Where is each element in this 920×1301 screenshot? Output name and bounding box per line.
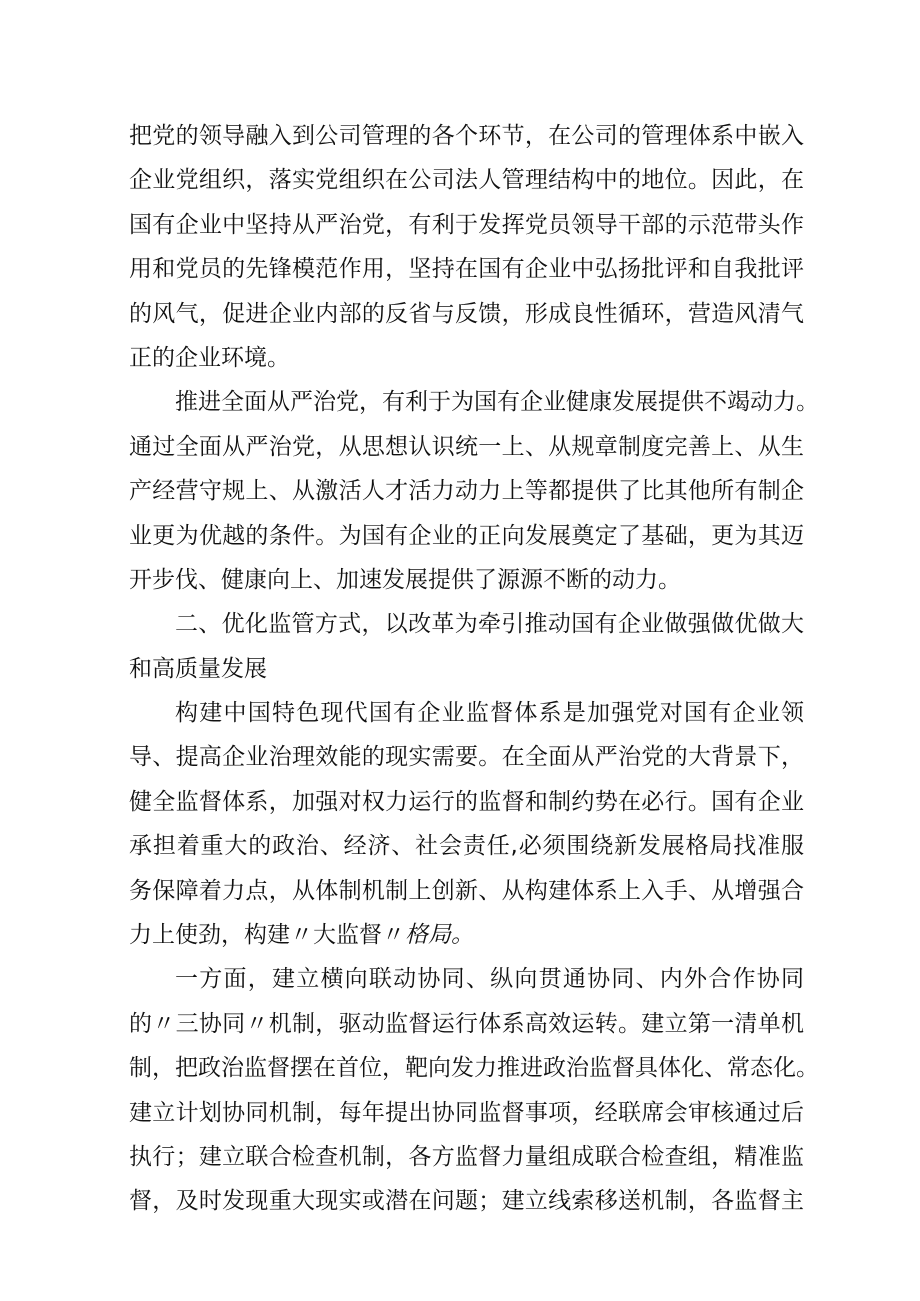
section-heading: [129, 602, 804, 691]
paragraph: [129, 957, 819, 1223]
text-line: 开步伐、健康向上、加速发展提供了源源不断的动力。: [129, 566, 681, 593]
paragraph: [129, 691, 804, 957]
text-line: 通过全面从严治党，从思想认识统一上、从规章制度完善上、从生: [129, 433, 804, 460]
text-line: 的〃三协同〃机制，驱动监督运行体系高效运转。建立第一清单机: [129, 1010, 804, 1037]
document-body: [129, 114, 819, 1224]
text-line: 的风气，促进企业内部的反省与反馈，形成良性循环，营造风清气: [129, 300, 804, 327]
text-line: 承担着重大的政治、经济、社会责任,必须围绕新发展格局找准服: [129, 833, 804, 860]
paragraph: [129, 114, 804, 380]
text-line: 建立计划协同机制，每年提出协同监督事项，经联席会审核通过后: [129, 1099, 804, 1126]
text-line: 把党的领导融入到公司管理的各个环节，在公司的管理体系中嵌入: [129, 123, 804, 149]
text-line: 导、提高企业治理效能的现实需要。在全面从严治党的大背景下，: [129, 744, 804, 771]
text-line: 制，把政治监督摆在首位，靶向发力推进政治监督具体化、常态化。: [129, 1055, 819, 1082]
italic-text-segment: 格局。: [405, 922, 474, 949]
text-line: 国有企业中坚持从严治党，有利于发挥党员领导干部的示范带头作: [129, 211, 804, 238]
text-line: 正的企业环境。: [129, 344, 290, 371]
text-line: 执行；建立联合检查机制，各方监督力量组成联合检查组，精准监: [129, 1143, 804, 1170]
paragraph: [129, 380, 819, 602]
text-line: 一方面，建立横向联动协同、纵向贯通协同、内外合作协同: [175, 966, 804, 993]
text-line: 企业党组织，落实党组织在公司法人管理结构中的地位。因此，在: [129, 167, 804, 194]
text-line: 用和党员的先锋模范作用，坚持在国有企业中弘扬批评和自我批评: [129, 256, 804, 283]
text-line: 推进全面从严治党，有利于为国有企业健康发展提供不竭动力。: [175, 389, 819, 416]
heading-line: 二、优化监管方式，以改革为牵引推动国有企业做强做优做大: [175, 611, 804, 638]
text-line: 健全监督体系，加强对权力运行的监督和制约势在必行。国有企业: [129, 788, 804, 815]
text-segment: 力上使劲，构建〃大监督〃: [129, 922, 405, 949]
text-line: 构建中国特色现代国有企业监督体系是加强党对国有企业领: [175, 700, 804, 727]
text-line: 业更为优越的条件。为国有企业的正向发展奠定了基础，更为其迈: [129, 522, 804, 549]
heading-line: 和高质量发展: [129, 655, 267, 682]
text-line: 督，及时发现重大现实或潜在问题；建立线索移送机制，各监督主: [129, 1188, 804, 1215]
text-line: 务保障着力点，从体制机制上创新、从构建体系上入手、从增强合: [129, 877, 804, 904]
text-line: 产经营守规上、从激活人才活力动力上等都提供了比其他所有制企: [129, 478, 804, 505]
text-line: [129, 913, 804, 957]
